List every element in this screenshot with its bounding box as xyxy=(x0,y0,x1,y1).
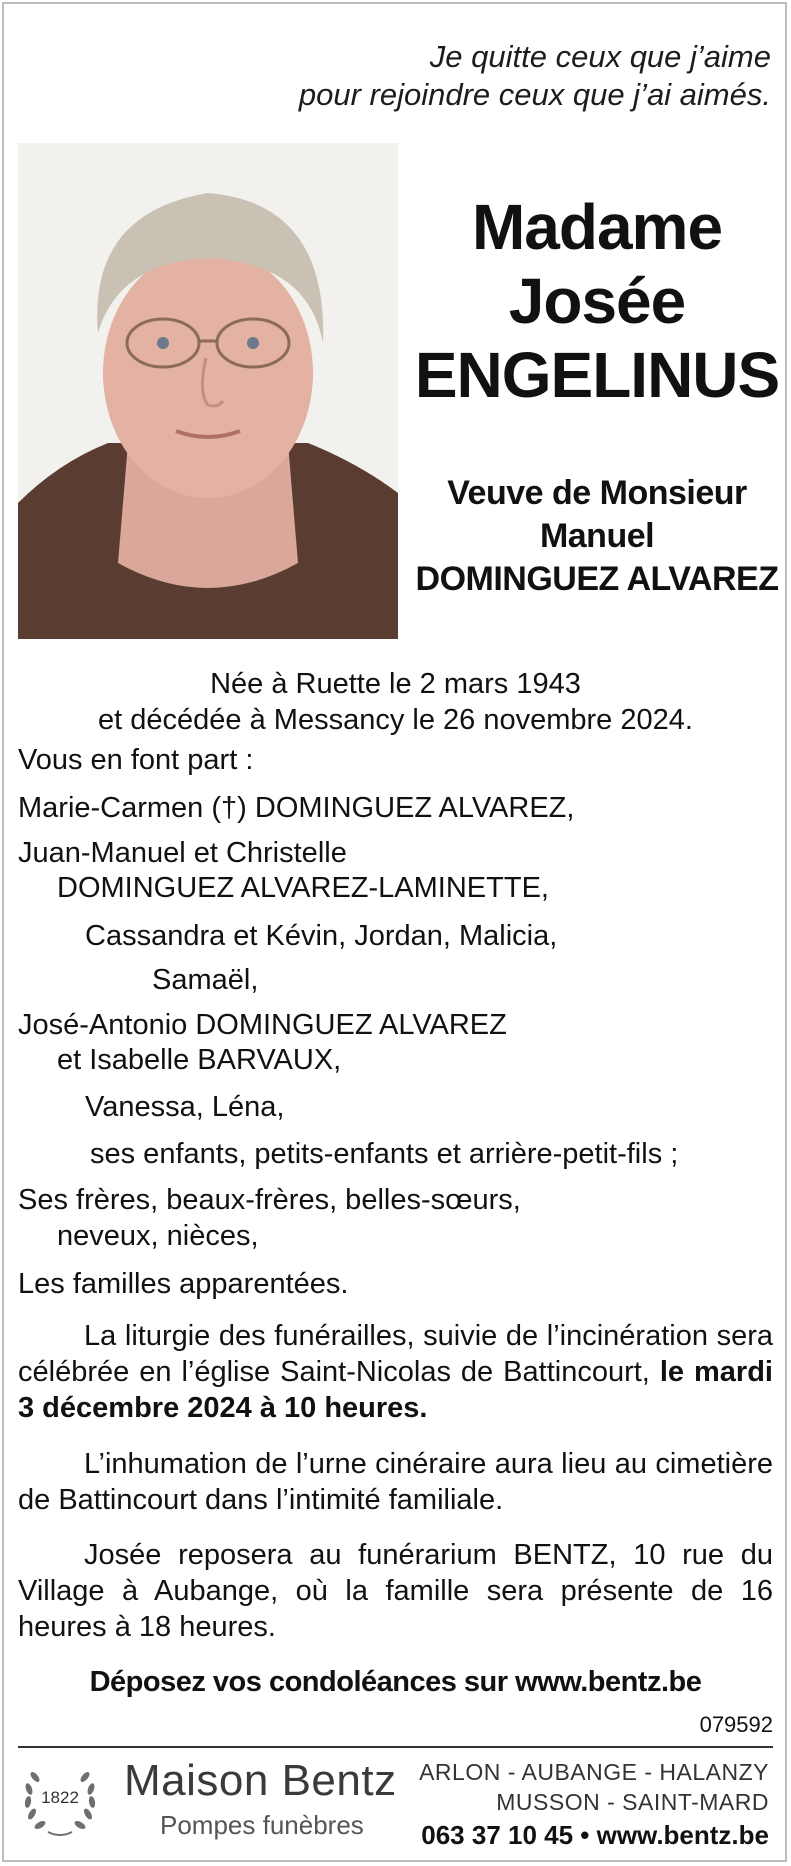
liturgy-text: La liturgie des funérailles, suivie de l’incinération sera célébrée en l’église Saint-Nicolas de Battincourt, xyxy=(18,1320,773,1388)
inhumation-paragraph xyxy=(18,1446,773,1518)
family-line: Samaël, xyxy=(152,964,259,996)
death-line: et décédée à Messancy le 26 novembre 2024. xyxy=(98,704,693,736)
family-line: DOMINGUEZ ALVAREZ-LAMINETTE, xyxy=(57,872,549,904)
footer-divider xyxy=(18,1746,773,1748)
towns-list xyxy=(419,1757,769,1817)
quote-line-1: Je quitte ceux que j’aime xyxy=(429,39,771,74)
laurel-logo xyxy=(18,1758,102,1842)
reference-number: 079592 xyxy=(699,1712,773,1737)
birth-line: Née à Ruette le 2 mars 1943 xyxy=(210,668,581,700)
family-line: neveux, nièces, xyxy=(57,1220,259,1252)
family-line: Juan-Manuel et Christelle xyxy=(18,837,347,869)
deceased-first-name: Josée xyxy=(508,265,686,337)
widow-line-3: DOMINGUEZ ALVAREZ xyxy=(415,560,779,598)
inhumation-text: L’inhumation de l’urne cinéraire aura lieu au cimetière de Battincourt dans l’intimité familiale. xyxy=(18,1448,773,1516)
visitation-paragraph xyxy=(18,1537,773,1645)
family-line: et Isabelle BARVAUX, xyxy=(57,1044,342,1076)
contact-info[interactable]: 063 37 10 45 • www.bentz.be xyxy=(421,1820,769,1850)
deceased-last-name: ENGELINUS xyxy=(414,339,780,411)
quote-line-2: pour rejoindre ceux que j’ai aimés. xyxy=(298,77,771,112)
deceased-title: Madame xyxy=(471,191,723,263)
liturgy-date: le mardi 3 décembre 2024 à 10 heures. xyxy=(18,1356,773,1424)
family-line: Vous en font part : xyxy=(18,744,254,776)
epitaph-quote xyxy=(299,38,771,114)
family-line: Ses frères, beaux-frères, belles-sœurs, xyxy=(18,1184,521,1216)
portrait-photo xyxy=(18,143,398,639)
family-line: Vanessa, Léna, xyxy=(85,1091,285,1123)
towns-line-1: ARLON - AUBANGE - HALANZY xyxy=(419,1759,769,1785)
widow-line-2: Manuel xyxy=(539,517,655,555)
condolences-link[interactable]: Déposez vos condoléances sur www.bentz.be xyxy=(89,1666,702,1698)
family-line: Cassandra et Kévin, Jordan, Malicia, xyxy=(85,920,558,952)
widow-line-1: Veuve de Monsieur xyxy=(447,474,747,512)
liturgy-paragraph xyxy=(18,1318,773,1426)
towns-line-2: MUSSON - SAINT-MARD xyxy=(496,1789,769,1815)
logo-year: 1822 xyxy=(41,1788,79,1807)
visitation-text: Josée reposera au funérarium BENTZ, 10 rue du Village à Aubange, où la famille sera présente de 16 heures à 18 heures. xyxy=(18,1539,773,1643)
family-line: Marie-Carmen (†) DOMINGUEZ ALVAREZ, xyxy=(18,792,575,824)
family-line: ses enfants, petits-enfants et arrière-petit-fils ; xyxy=(90,1138,679,1170)
brand-subtitle: Pompes funèbres xyxy=(160,1810,364,1840)
family-line: José-Antonio DOMINGUEZ ALVAREZ xyxy=(18,1009,507,1041)
widow-of xyxy=(412,472,782,601)
portrait-illustration xyxy=(18,143,398,639)
family-line: Les familles apparentées. xyxy=(18,1268,349,1300)
deceased-name xyxy=(412,190,782,412)
brand-name: Maison Bentz xyxy=(124,1756,397,1805)
